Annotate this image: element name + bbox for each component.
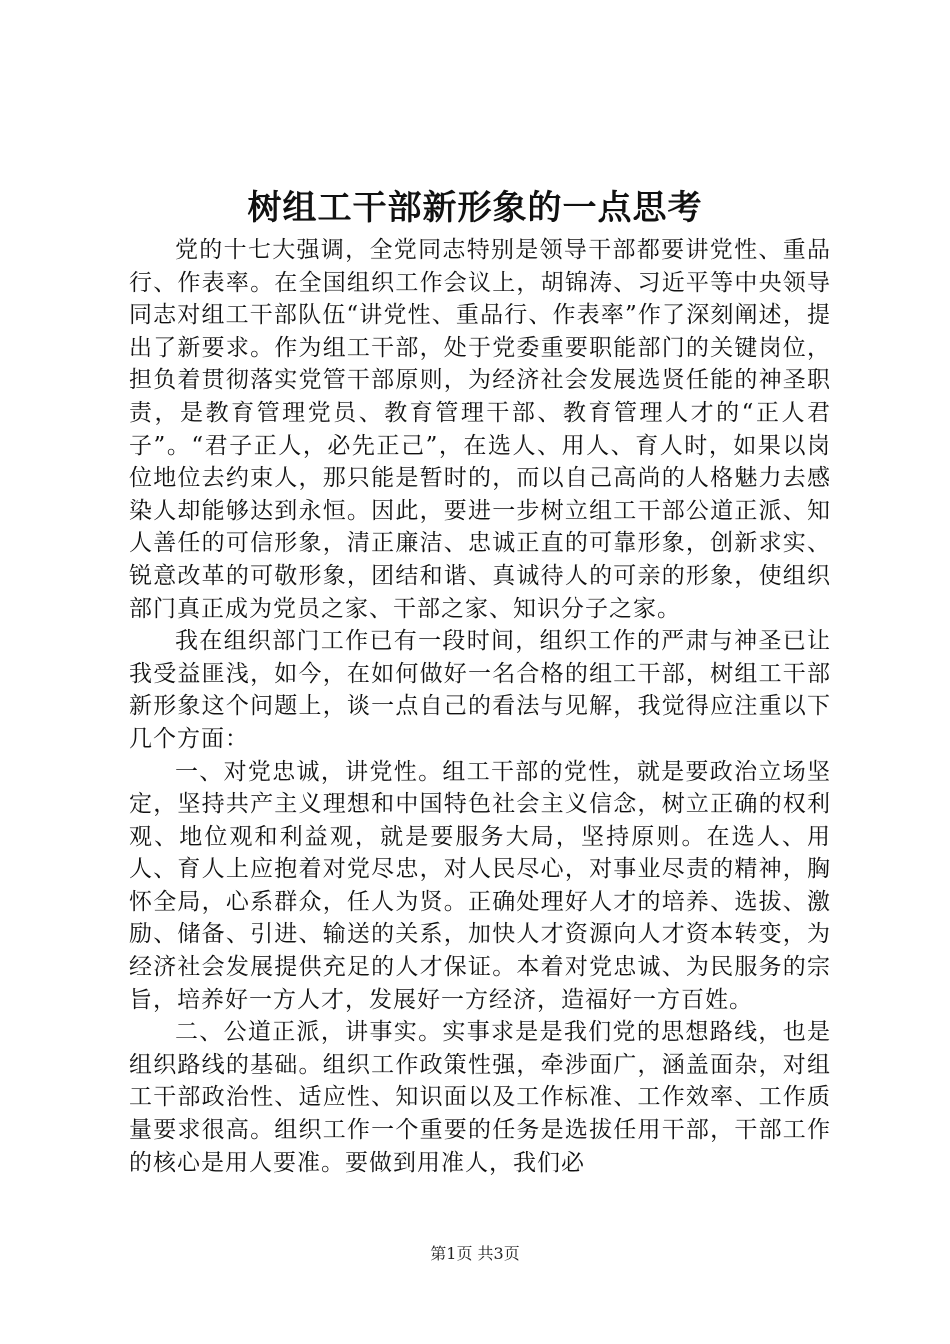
paragraph-2: 我在组织部门工作已有一段时间，组织工作的严肃与神圣已让我受益匪浅，如今，在如何做好一名合格的组工干部，树组工干部新形象这个问题上，谈一点自己的看法与见解，我觉得应注重以下几个方面：: [129, 628, 831, 752]
paragraph-3: 一、对党忠诚，讲党性。组工干部的党性，就是要政治立场坚定，坚持共产主义理想和中国特色社会主义信念，树立正确的权利观、地位观和利益观，就是要服务大局，坚持原则。在选人、用人、育人上应抱着对党尽忠，对人民尽心，对事业尽责的精神，胸怀全局，心系群众，任人为贤。正确处理好人才的培养、选拔、激励、储备、引进、输送的关系，加快人才资源向人才资本转变，为经济社会发展提供充足的人才保证。本着对党忠诚、为民服务的宗旨，培养好一方人才，发展好一方经济，造福好一方百姓。: [129, 758, 831, 1013]
page-footer: 第1页 共3页: [430, 1244, 520, 1263]
paragraph-1: 党的十七大强调，全党同志特别是领导干部都要讲党性、重品行、作表率。在全国组织工作会议上，胡锦涛、习近平等中央领导同志对组工干部队伍“讲党性、重品行、作表率”作了深刻阐述，提出了新要求。作为组工干部，处于党委重要职能部门的关键岗位，担负着贯彻落实党管干部原则，为经济社会发展选贤任能的神圣职责，是教育管理党员、教育管理干部、教育管理人才的“正人君子”。“君子正人，必先正己”，在选人、用人、育人时，如果以岗位地位去约束人，那只能是暂时的，而以自己高尚的人格魅力去感染人却能够达到永恒。因此，要进一步树立组工干部公道正派、知人善任的可信形象，清正廉洁、忠诚正直的可靠形象，创新求实、锐意改革的可敬形象，团结和谐、真诚待人的可亲的形象，使组织部门真正成为党员之家、干部之家、知识分子之家。: [129, 237, 831, 622]
document-title: 树组工干部新形象的一点思考: [247, 188, 703, 228]
document-body: [129, 234, 831, 1179]
paragraph-4: 二、公道正派，讲事实。实事求是是我们党的思想路线，也是组织路线的基础。组织工作政策性强，牵涉面广，涵盖面杂，对组工干部政治性、适应性、知识面以及工作标准、工作效率、工作质量要求很高。组织工作一个重要的任务是选拔任用干部，干部工作的核心是用人要准。要做到用准人，我们必: [129, 1019, 831, 1176]
